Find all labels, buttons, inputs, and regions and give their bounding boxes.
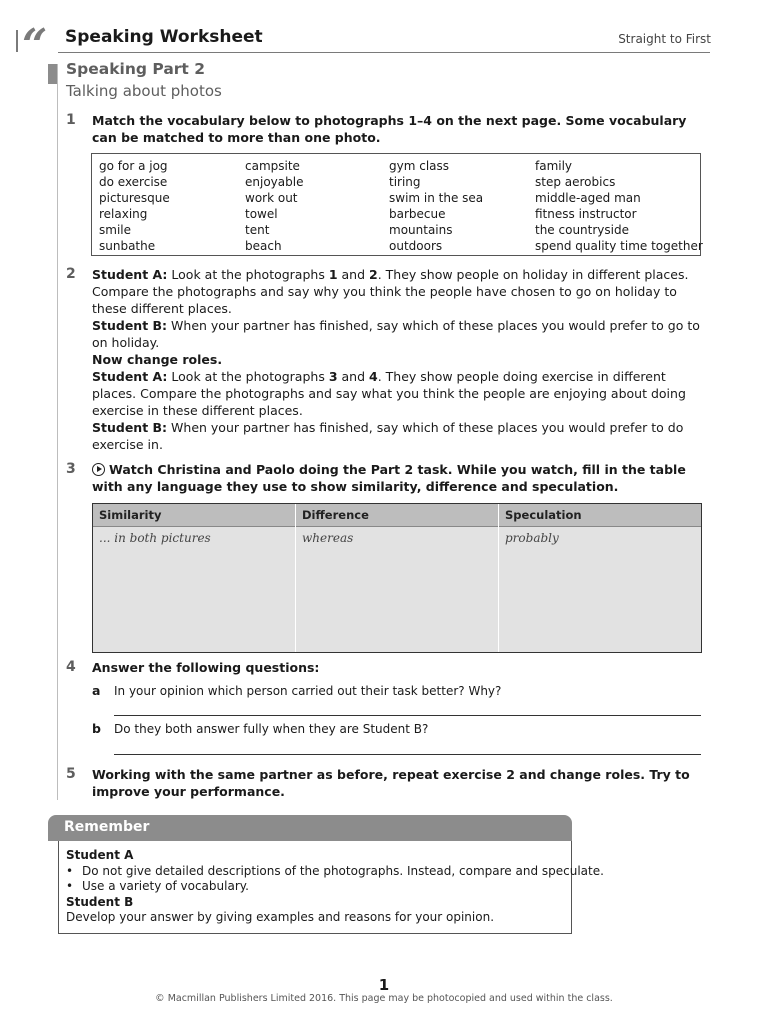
vocab-item: barbecue	[389, 207, 446, 221]
vocab-item: work out	[245, 191, 298, 205]
student-a-instruction-1: Student A: Look at the photographs 1 and 2. They show people on holiday in different places. Compare the photographs and say why you think the people have chosen to go on holiday to these different places.	[92, 267, 689, 316]
column-header-speculation: Speculation	[505, 508, 582, 522]
question-2-number: 2	[66, 266, 76, 282]
vocab-item: relaxing	[99, 207, 148, 221]
remember-student-b-text: Develop your answer by giving examples and reasons for your opinion.	[66, 910, 495, 924]
vocab-column-3	[389, 158, 483, 254]
vocab-item: step aerobics	[535, 175, 616, 189]
question-5-text: Working with the same partner as before, repeat exercise 2 and change roles. Try to improve your performance.	[92, 767, 690, 799]
vocab-item: go for a jog	[99, 159, 168, 173]
column-header-difference: Difference	[302, 508, 369, 522]
vocab-item: sunbathe	[99, 239, 156, 253]
vocab-item: middle-aged man	[535, 191, 641, 205]
vocab-item: towel	[245, 207, 278, 221]
part-title: Speaking Part 2	[66, 60, 206, 78]
vocab-item: outdoors	[389, 239, 443, 253]
quote-mark-icon: “	[22, 24, 56, 52]
bullet-icon: •	[66, 864, 74, 878]
question-4b-text: Do they both answer fully when they are Student B?	[114, 722, 429, 736]
example-speculation: probably	[505, 531, 559, 545]
example-similarity: ... in both pictures	[99, 531, 211, 545]
change-roles: Now change roles.	[92, 352, 223, 367]
answer-line-4b[interactable]	[114, 754, 701, 755]
table-column-divider	[498, 504, 499, 652]
remember-bullet-2: Use a variety of vocabulary.	[82, 879, 249, 893]
vocab-column-4	[535, 158, 703, 254]
bullet-icon: •	[66, 879, 74, 893]
question-1-number: 1	[66, 112, 76, 128]
question-2-text	[92, 266, 702, 453]
table-header-row	[93, 504, 701, 527]
column-header-similarity: Similarity	[99, 508, 162, 522]
question-1-text: Match the vocabulary below to photographs 1–4 on the next page. Some vocabulary can be matched to more than one photo.	[92, 113, 687, 145]
vocab-item: beach	[245, 239, 282, 253]
vocab-item: family	[535, 159, 573, 173]
vocab-item: smile	[99, 223, 131, 237]
question-4-text: Answer the following questions:	[92, 660, 320, 675]
question-4a-letter: a	[92, 683, 101, 698]
copyright-notice: © Macmillan Publishers Limited 2016. This page may be photocopied and used within the class.	[155, 993, 613, 1004]
page-number: 1	[378, 976, 390, 994]
remember-title: Remember	[64, 819, 150, 835]
vocab-item: mountains	[389, 223, 453, 237]
play-video-icon[interactable]	[92, 463, 105, 476]
question-5-number: 5	[66, 766, 76, 782]
question-4b-letter: b	[92, 721, 101, 736]
vocab-item: gym class	[389, 159, 450, 173]
student-b-instruction-2: Student B: When your partner has finished, say which of these places you would prefer to do exercise in.	[92, 420, 684, 452]
student-b-instruction-1: Student B: When your partner has finished, say which of these places you would prefer to go to on holiday.	[92, 318, 700, 350]
remember-bullet-1: Do not give detailed descriptions of the photographs. Instead, compare and speculate.	[82, 864, 604, 878]
vocab-item: picturesque	[99, 191, 170, 205]
vocabulary-box	[91, 153, 701, 256]
part-subtitle: Talking about photos	[66, 82, 222, 100]
remember-student-a: Student A	[66, 848, 134, 862]
vocab-item: swim in the sea	[389, 191, 484, 205]
vocab-item: fitness instructor	[535, 207, 637, 221]
answer-line-4a[interactable]	[114, 715, 701, 716]
margin-rule	[57, 64, 58, 800]
vocab-item: spend quality time together	[535, 239, 703, 253]
question-4a-text: In your opinion which person carried out their task better? Why?	[114, 684, 502, 698]
vocab-column-1	[99, 158, 170, 254]
example-difference: whereas	[302, 531, 354, 545]
question-3-text: Watch Christina and Paolo doing the Part 2 task. While you watch, fill in the table with any language they use to show similarity, difference and speculation.	[92, 462, 686, 494]
vocab-item: do exercise	[99, 175, 168, 189]
vocab-item: tiring	[389, 175, 421, 189]
question-4-number: 4	[66, 659, 76, 675]
student-a-instruction-2: Student A: Look at the photographs 3 and 4. They show people doing exercise in different places. Compare the photographs and say what you think the people are enjoying about doing exercise in these different places.	[92, 369, 686, 418]
page-title: Speaking Worksheet	[65, 27, 263, 47]
series-name: Straight to First	[618, 32, 711, 46]
question-3-number: 3	[66, 461, 76, 477]
table-column-divider	[295, 504, 296, 652]
vocab-item: tent	[245, 223, 270, 237]
vocab-item: campsite	[245, 159, 300, 173]
language-table	[92, 503, 702, 653]
remember-student-b: Student B	[66, 895, 134, 909]
vocab-item: the countryside	[535, 223, 629, 237]
vocab-column-2	[245, 158, 303, 254]
header-divider	[58, 52, 710, 53]
vocab-item: enjoyable	[245, 175, 304, 189]
